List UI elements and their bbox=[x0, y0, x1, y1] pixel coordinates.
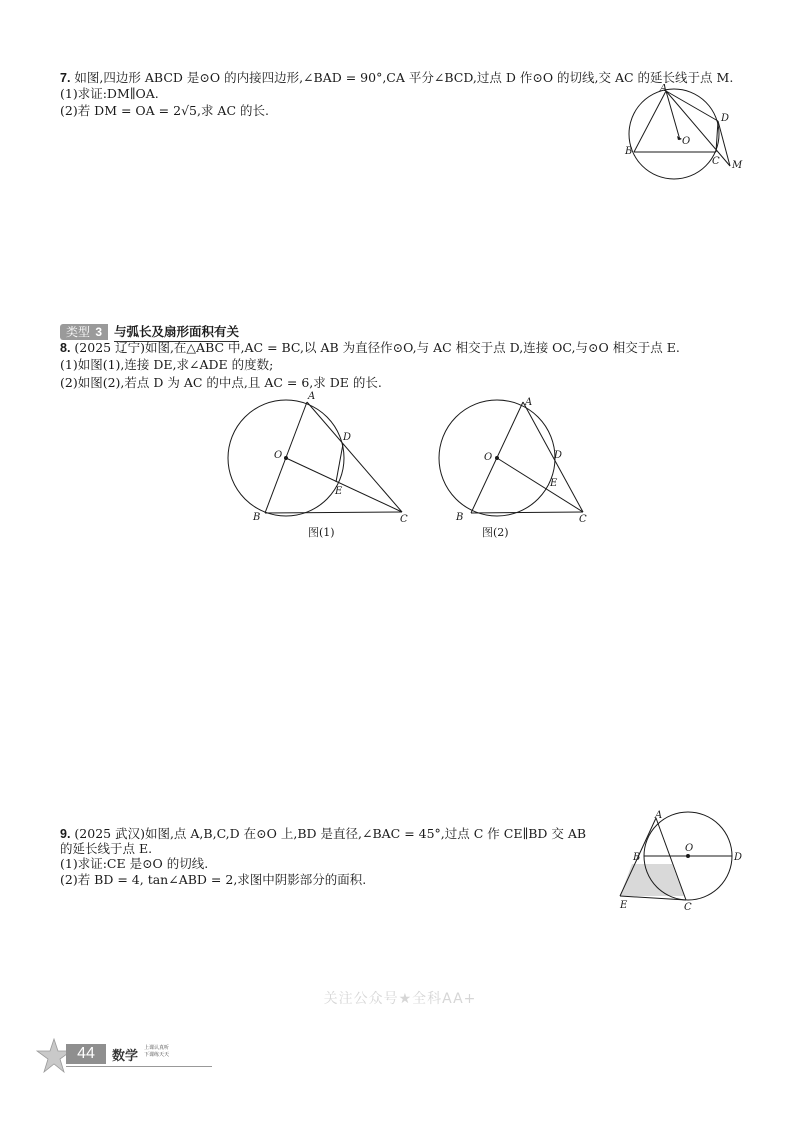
footer-slogan bbox=[144, 1045, 169, 1059]
label-o: O bbox=[685, 843, 694, 854]
problem-8-stem-text: (2025 辽宁)如图,在△ABC 中,AC = BC,以 AB 为直径作⊙O,与 AC 相交于点 D,连接 OC,与⊙O 相交于点 E. bbox=[74, 340, 680, 355]
footer-slogan-line-1: 上课认真听 bbox=[144, 1045, 170, 1051]
label-e: E bbox=[620, 900, 628, 911]
problem-7-part-2: (2)若 DM = OA = 2√5,求 AC 的长. bbox=[60, 103, 269, 118]
figure-1-caption: 图(1) bbox=[308, 526, 335, 539]
label-b: B bbox=[456, 512, 464, 522]
label-a: A bbox=[525, 397, 533, 408]
footer-rule bbox=[66, 1066, 212, 1067]
segment-ab bbox=[634, 91, 666, 152]
problem-8-figure-1 bbox=[222, 388, 414, 522]
problem-8-part-2: (2)如图(2),若点 D 为 AC 的中点,且 AC = 6,求 DE 的长. bbox=[60, 375, 382, 390]
segment-ac bbox=[523, 402, 583, 512]
problem-9-stem-cont: 的延长线于点 E. bbox=[60, 841, 153, 856]
label-a: A bbox=[655, 810, 663, 821]
problem-8-figure-2 bbox=[433, 388, 603, 522]
label-c: C bbox=[579, 514, 587, 522]
segment-oc bbox=[497, 458, 583, 512]
page-number: 44 bbox=[66, 1044, 106, 1064]
problem-8-stem bbox=[60, 340, 680, 356]
section-badge-word: 类型 bbox=[66, 325, 91, 339]
section-badge bbox=[60, 324, 108, 340]
segment-de bbox=[336, 444, 343, 482]
problem-7-part-1: (1)求证:DM∥OA. bbox=[60, 86, 159, 101]
segment-bc bbox=[471, 512, 583, 513]
segment-oc bbox=[286, 458, 402, 512]
segment-ac bbox=[307, 402, 402, 512]
label-b: B bbox=[633, 852, 641, 863]
center-dot bbox=[686, 854, 690, 858]
problem-9-part-2: (2)若 BD = 4, tan∠ABD = 2,求图中阴影部分的面积. bbox=[60, 872, 367, 887]
label-o: O bbox=[274, 450, 283, 461]
label-b: B bbox=[625, 146, 633, 157]
label-a: A bbox=[660, 84, 668, 94]
problem-9-number: 9. bbox=[60, 827, 71, 841]
label-c: C bbox=[712, 156, 720, 167]
circle-o bbox=[629, 89, 719, 179]
label-c: C bbox=[400, 514, 408, 522]
problem-9-figure bbox=[612, 808, 752, 912]
footer-subject: 数学 bbox=[112, 1049, 139, 1064]
problem-7-figure bbox=[622, 84, 752, 188]
label-c: C bbox=[684, 902, 692, 912]
problem-7-stem-text: 如图,四边形 ABCD 是⊙O 的内接四边形,∠BAD = 90°,CA 平分∠BCD,过点 D 作⊙O 的切线,交 AC 的延长线于点 M. bbox=[74, 70, 734, 85]
center-dot bbox=[284, 456, 288, 460]
label-m: M bbox=[732, 160, 743, 171]
label-o: O bbox=[682, 136, 691, 147]
watermark: 关注公众号★全科AA+ bbox=[323, 991, 477, 1007]
problem-8-number: 8. bbox=[60, 341, 71, 355]
problem-8-part-1: (1)如图(1),连接 DE,求∠ADE 的度数; bbox=[60, 357, 274, 372]
segment-bc bbox=[265, 512, 402, 513]
label-o: O bbox=[484, 452, 493, 463]
label-b: B bbox=[253, 512, 261, 522]
label-d: D bbox=[343, 432, 352, 443]
figure-2-caption: 图(2) bbox=[482, 526, 509, 539]
label-a: A bbox=[308, 391, 316, 402]
label-d: D bbox=[734, 852, 743, 863]
section-badge-number: 3 bbox=[95, 325, 103, 339]
problem-7-number: 7. bbox=[60, 71, 71, 85]
section-header bbox=[60, 324, 239, 340]
section-title: 与弧长及扇形面积有关 bbox=[114, 322, 239, 342]
label-d: D bbox=[721, 113, 730, 124]
problem-9-stem bbox=[60, 826, 586, 842]
label-d: D bbox=[554, 450, 563, 461]
footer-slogan-line-2: 下课练天天 bbox=[144, 1052, 170, 1058]
center-dot bbox=[495, 456, 499, 460]
label-e: E bbox=[335, 486, 343, 497]
problem-9-stem-text: (2025 武汉)如图,点 A,B,C,D 在⊙O 上,BD 是直径,∠BAC = 45°,过点 C 作 CE∥BD 交 AB bbox=[74, 826, 587, 841]
problem-9-part-1: (1)求证:CE 是⊙O 的切线. bbox=[60, 856, 209, 871]
label-e: E bbox=[550, 478, 558, 489]
page-footer bbox=[36, 1038, 196, 1078]
